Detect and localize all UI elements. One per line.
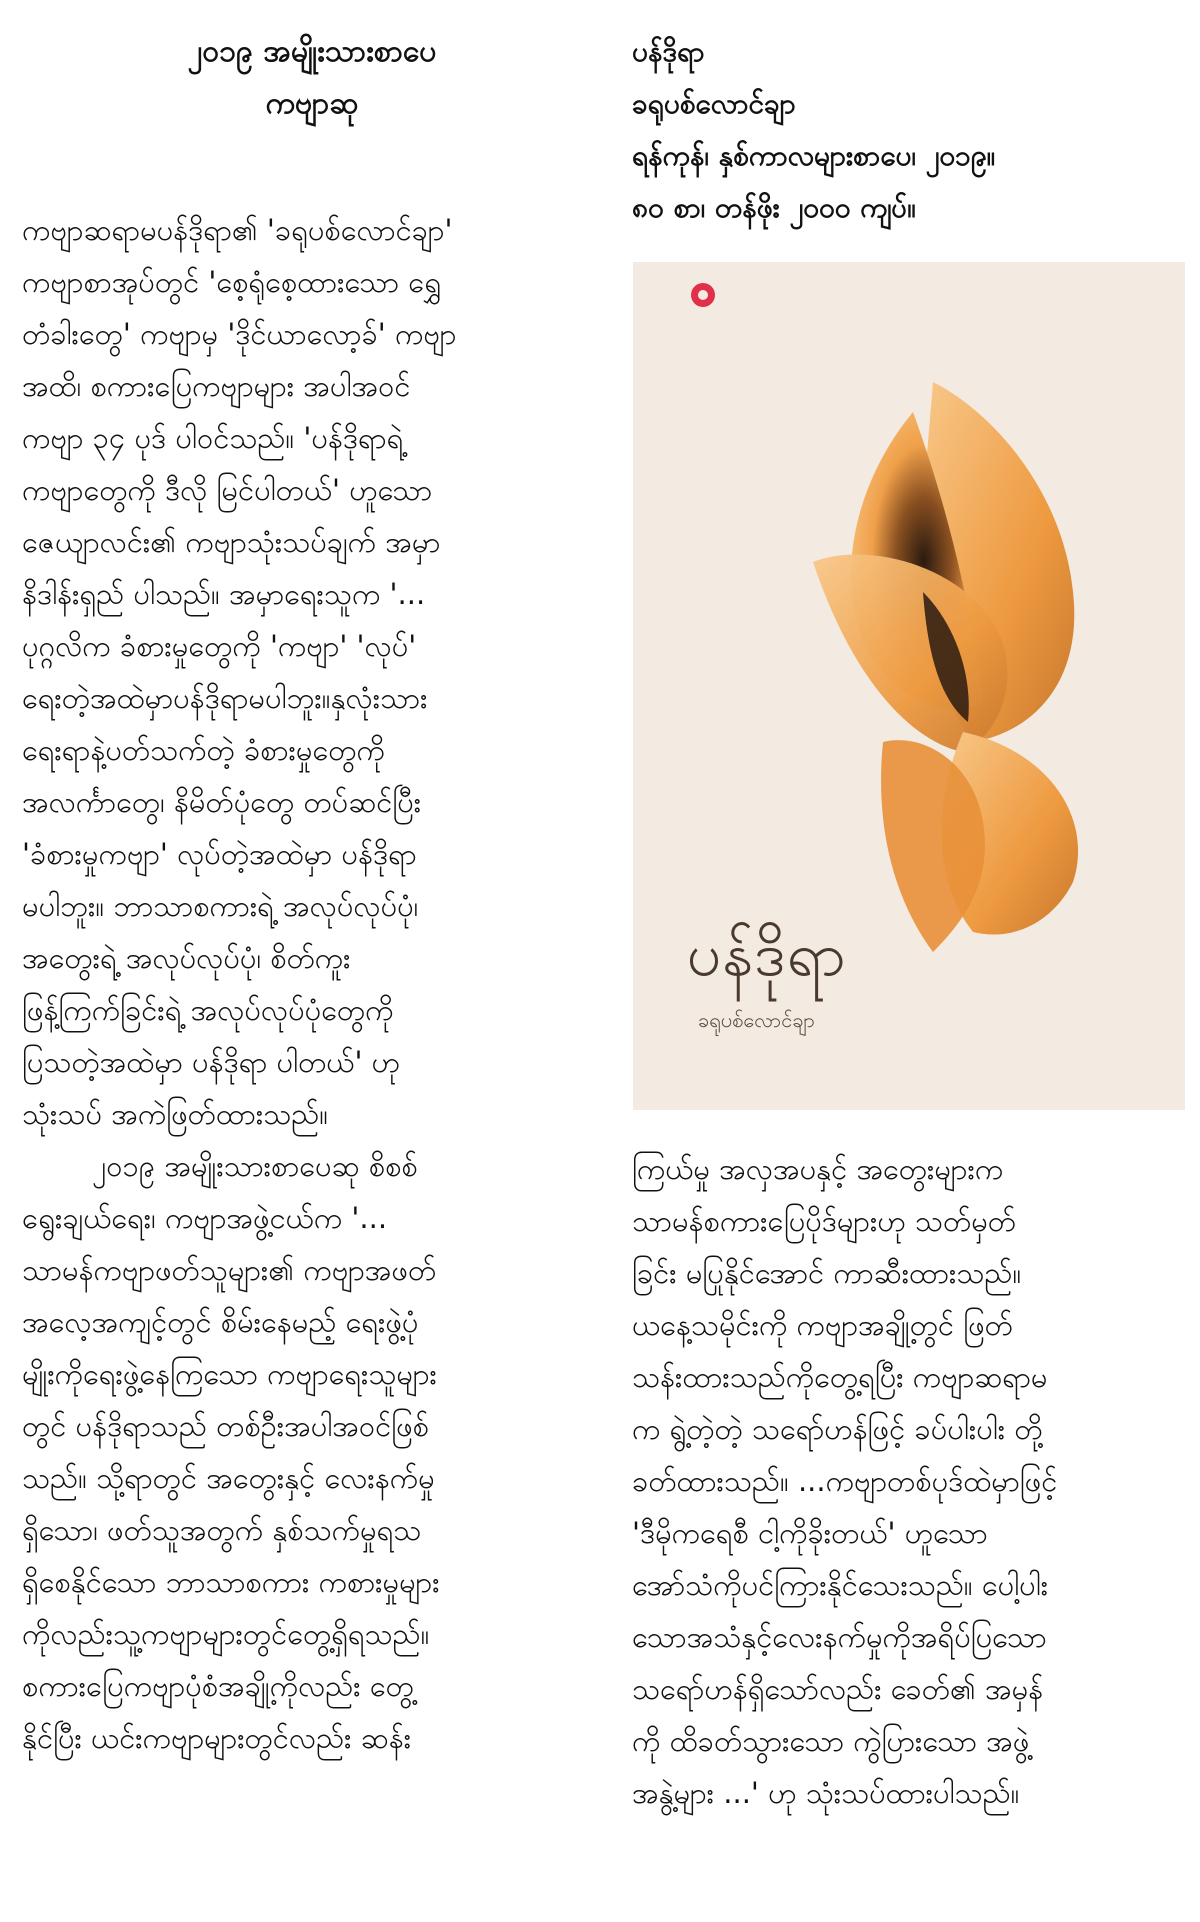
cover-author: ခရုပစ်လောင်ချာ: [698, 1008, 815, 1032]
text-line: သည်။ သို့ရာတွင် အတွေးနှင့် လေးနက်မှု: [22, 1461, 435, 1495]
text-line: သုံးသပ် အကဲဖြတ်ထားသည်။: [22, 1097, 329, 1131]
book-title: ခရုပစ်လောင်ချာ: [632, 87, 796, 120]
text-line: စကားပြေကဗျာပုံစံအချို့ကိုလည်း တွေ့: [22, 1669, 414, 1703]
text-line: ရှိစေနိုင်သော ဘာသာစကား ကစားမှုများ: [22, 1565, 440, 1599]
text-line: ရှိသော၊ ဖတ်သူအတွက် နှစ်သက်မှုရသ: [22, 1513, 422, 1547]
right-column: [632, 26, 1188, 234]
book-info: [632, 26, 1188, 234]
book-publisher: ရန်ကုန်၊ နှစ်ကာလများစာပေ၊ ၂၀၁၉။: [632, 139, 996, 172]
book-pages-price: ၈၀ စာ၊ တန်ဖိုး ၂၀၀၀ ကျပ်။: [632, 191, 916, 224]
text-line: အနွဲ့များ ...' ဟု သုံးသပ်ထားပါသည်။: [632, 1776, 1020, 1810]
article-paragraph-1: [22, 204, 602, 1140]
text-line: အလေ့အကျင့်တွင် စိမ်းနေမည့် ရေးဖွဲ့ပုံ: [22, 1305, 419, 1339]
text-line: နိုင်ပြီး ယင်းကဗျာများတွင်လည်း ဆန်း: [22, 1721, 412, 1755]
text-line: အလင်္ကာတွေ၊ နိမိတ်ပုံတွေ တပ်ဆင်ပြီး: [22, 785, 422, 819]
cover-title: ပန်ဒိုရာ: [687, 920, 847, 990]
text-line: ပုဂ္ဂလိက ခံစားမှုတွေကို 'ကဗျာ' 'လုပ်': [22, 629, 417, 663]
headline-line-1: ၂၀၁၉ အမျိုးသားစာပေ: [187, 34, 437, 69]
text-line: ရွေးချယ်ရေး၊ ကဗျာအဖွဲ့ငယ်က '...: [22, 1201, 388, 1235]
text-line: သရော်ဟန်ရှိသော်လည်း ခေတ်၏ အမှန်: [632, 1672, 1044, 1706]
book-author: ပန်ဒိုရာ: [632, 35, 705, 68]
article-paragraph-3: [632, 1143, 1188, 1819]
text-line: တွင် ပန်ဒိုရာသည် တစ်ဦးအပါအဝင်ဖြစ်: [22, 1409, 429, 1443]
text-line: မျိုးကိုရေးဖွဲ့နေကြသော ကဗျာရေးသူများ: [22, 1357, 437, 1391]
text-line: သာမန်ကဗျာဖတ်သူများ၏ ကဗျာအဖတ်: [22, 1253, 437, 1287]
text-line: ဇေယျာလင်း၏ ကဗျာသုံးသပ်ချက် အမှာ: [22, 525, 441, 559]
article-paragraph-2: [22, 1140, 602, 1764]
text-line: 'ခံစားမှုကဗျာ' လုပ်တဲ့အထဲမှာ ပန်ဒိုရာ: [22, 837, 417, 871]
text-line: ခတ်ထားသည်။ ...ကဗျာတစ်ပုဒ်ထဲမှာဖြင့်: [632, 1464, 1058, 1498]
text-line: တံခါးတွေ' ကဗျာမှ 'ဒိုင်ယာလော့ခ်' ကဗျာ: [22, 317, 457, 351]
text-line: ကို ထိခတ်သွားသော ကွဲပြားသော အဖွဲ့: [632, 1724, 1030, 1758]
text-line: အထိ၊ စကားပြေကဗျာများ အပါအဝင်: [22, 369, 411, 403]
text-line: ၂၀၁၉ အမျိုးသားစာပေဆု စိစစ်: [92, 1149, 418, 1183]
book-cover-image: [633, 262, 1185, 1110]
left-column: [22, 26, 602, 1764]
text-line: ကိုလည်းသူ့ကဗျာများတွင်တွေ့ရှိရသည်။: [22, 1617, 430, 1651]
text-line: ရေးတဲ့အထဲမှာပန်ဒိုရာမပါဘူး။နှလုံးသား: [22, 681, 428, 715]
text-line: သန်းထားသည်ကိုတွေ့ရပြီး ကဗျာဆရာမ: [632, 1360, 1048, 1394]
text-line: ယနေ့သမိုင်းကို ကဗျာအချို့တွင် ဖြတ်: [632, 1308, 1013, 1342]
text-line: ကဗျာတွေကို ဒီလို မြင်ပါတယ်' ဟူသော: [22, 473, 433, 507]
text-line: ဖြန့်ကြက်ခြင်းရဲ့ အလုပ်လုပ်ပုံတွေကို: [22, 993, 394, 1027]
text-line: ကြယ်မှု အလှအပနှင့် အတွေးများက: [632, 1152, 1004, 1186]
text-line: ကဗျာ ၃၄ ပုဒ် ပါဝင်သည်။ 'ပန်ဒိုရာရဲ့: [22, 421, 404, 455]
spacer: [22, 130, 602, 204]
text-line: ခြင်း မပြုနိုင်အောင် ကာဆီးထားသည်။: [632, 1256, 1022, 1290]
article-headline: [22, 26, 602, 130]
text-line: ကဗျာစာအုပ်တွင် 'စေ့ရုံစေ့ထားသော ရွှေ: [22, 265, 442, 299]
text-line: ပြသတဲ့အထဲမှာ ပန်ဒိုရာ ပါတယ်' ဟု: [22, 1045, 401, 1079]
text-line: သာမန်စကားပြေပိုဒ်များဟု သတ်မှတ်: [632, 1204, 1017, 1238]
text-line: ရေးရာနဲ့ပတ်သက်တဲ့ ခံစားမှုတွေကို: [22, 733, 385, 767]
text-line: အော်သံကိုပင်ကြားနိုင်သေးသည်။ ပေါ့ပါး: [632, 1568, 1049, 1602]
text-line: အတွေးရဲ့ အလုပ်လုပ်ပုံ၊ စိတ်ကူး: [22, 941, 351, 975]
text-line: ကဗျာဆရာမပန်ဒိုရာ၏ 'ခရုပစ်လောင်ချာ': [22, 213, 453, 247]
text-line: နိဒါန်းရှည် ပါသည်။ အမှာရေးသူက '...: [22, 577, 426, 611]
text-line: က ရွဲ့တဲ့တဲ့ သရော်ဟန်ဖြင့် ခပ်ပါးပါး တို့: [632, 1412, 1043, 1446]
text-line: သောအသံနှင့်လေးနက်မှုကိုအရိပ်ပြသော: [632, 1620, 1047, 1654]
text-line: 'ဒီမိုကရေစီ ငါ့ကိုခိုးတယ်' ဟူသော: [632, 1516, 988, 1550]
headline-line-2: ကဗျာဆု: [265, 86, 359, 121]
text-line: မပါဘူး။ ဘာသာစကားရဲ့ အလုပ်လုပ်ပုံ၊: [22, 889, 419, 923]
